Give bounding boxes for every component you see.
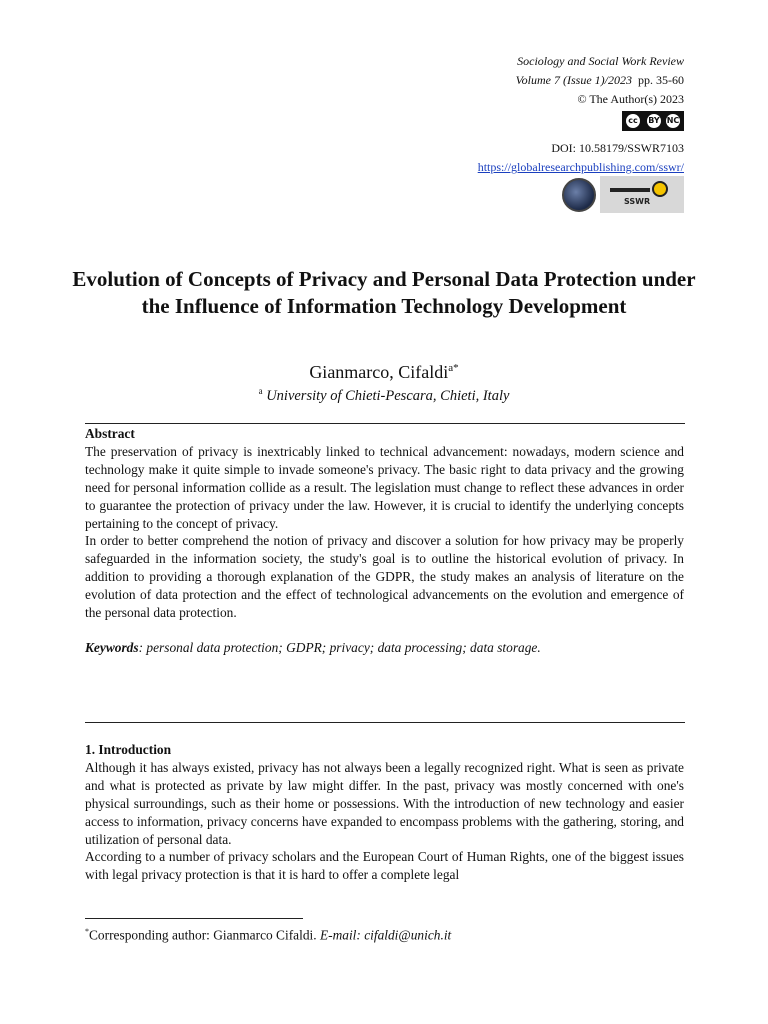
sswr-mark-icon (610, 188, 650, 192)
footnote-email: E-mail: cifaldi@unich.it (319, 927, 452, 943)
journal-copyright: © The Author(s) 2023 (577, 92, 684, 106)
affiliation: University of Chieti-Pescara, Chieti, Italy (266, 387, 510, 404)
abstract-paragraph-2: In order to better comprehend the notion of privacy and discover a solution for how privacy may be properly safeguarded in the information society, the study's goal is to outline the historical evolution of privacy. In addition to providing a thorough explanation of the GDPR, the study makes an analysis of literature on the evolution of data protection and the effect of technological advancements on the evolution and emergence of the personal data protection. (85, 533, 684, 621)
introduction-paragraph-1: Although it has always existed, privacy has not always been a legally recognized right. What is seen as private and what is protected as private by law might differ. In the past, privacy was mostly concerned with one's physical surroundings, such as their home or possessions. With the introduction of new technology and easier access to information, privacy concerns have expanded to encompass problems with the gathering, storing, and utilization of personal data. (85, 759, 684, 847)
introduction-heading: 1. Introduction (85, 742, 172, 757)
nc-icon: NC (666, 114, 680, 128)
abstract-top-rule (85, 423, 685, 424)
globe-logo-icon (562, 178, 596, 212)
sswr-dot-icon (652, 181, 668, 197)
sswr-logo (600, 176, 684, 213)
cc-icon: cc (626, 114, 640, 128)
by-icon: BY (647, 114, 661, 128)
publisher-logos (562, 176, 684, 213)
author-line (0, 362, 768, 383)
introduction-section (85, 741, 684, 884)
sswr-logo-text: SSWR (624, 197, 651, 206)
abstract-section (85, 425, 684, 657)
abstract-bottom-rule (85, 722, 685, 723)
footnote-rule (85, 918, 303, 919)
affiliation-line (0, 386, 768, 405)
introduction-paragraph-2: According to a number of privacy scholars and the European Court of Human Rights, one of the biggest issues with legal privacy protection is that it is hard to offer a complete legal (85, 849, 684, 883)
keywords-label: Keywords (85, 639, 139, 655)
abstract-heading: Abstract (85, 426, 135, 441)
journal-header (478, 52, 684, 177)
footnote (85, 927, 451, 943)
journal-volume: Volume 7 (Issue 1)/2023 pp. 35-60 (515, 73, 684, 87)
cc-license-badge (622, 111, 684, 131)
doi: DOI: 10.58179/SSWR7103 (551, 141, 684, 155)
journal-name: Sociology and Social Work Review (517, 54, 684, 68)
footnote-text: Corresponding author: Gianmarco Cifaldi. (89, 927, 320, 943)
author-sup: a* (448, 362, 459, 374)
keywords-text: : personal data protection; GDPR; privacy; data processing; data storage. (138, 639, 541, 655)
affiliation-sup: a (258, 386, 263, 396)
journal-url-link[interactable]: https://globalresearchpublishing.com/sswr/ (477, 160, 684, 174)
keywords-line (85, 639, 684, 657)
author-name: Gianmarco, Cifaldi (309, 362, 449, 382)
article-title: Evolution of Concepts of Privacy and Personal Data Protection under the Influence of Information Technology Development (72, 267, 696, 318)
footnote-marker: * (85, 927, 89, 936)
abstract-paragraph-1: The preservation of privacy is inextricably linked to technical advancement: nowadays, modern science and technology make it quite simple to invade someone's privacy. The basic right to data privacy and the growing need for personal information collide as a result. The legislation must change to reflect these advances in order to guarantee the protection of privacy under the law. However, it is crucial to identify the underlying concepts pertaining to the concept of privacy. (85, 443, 684, 531)
